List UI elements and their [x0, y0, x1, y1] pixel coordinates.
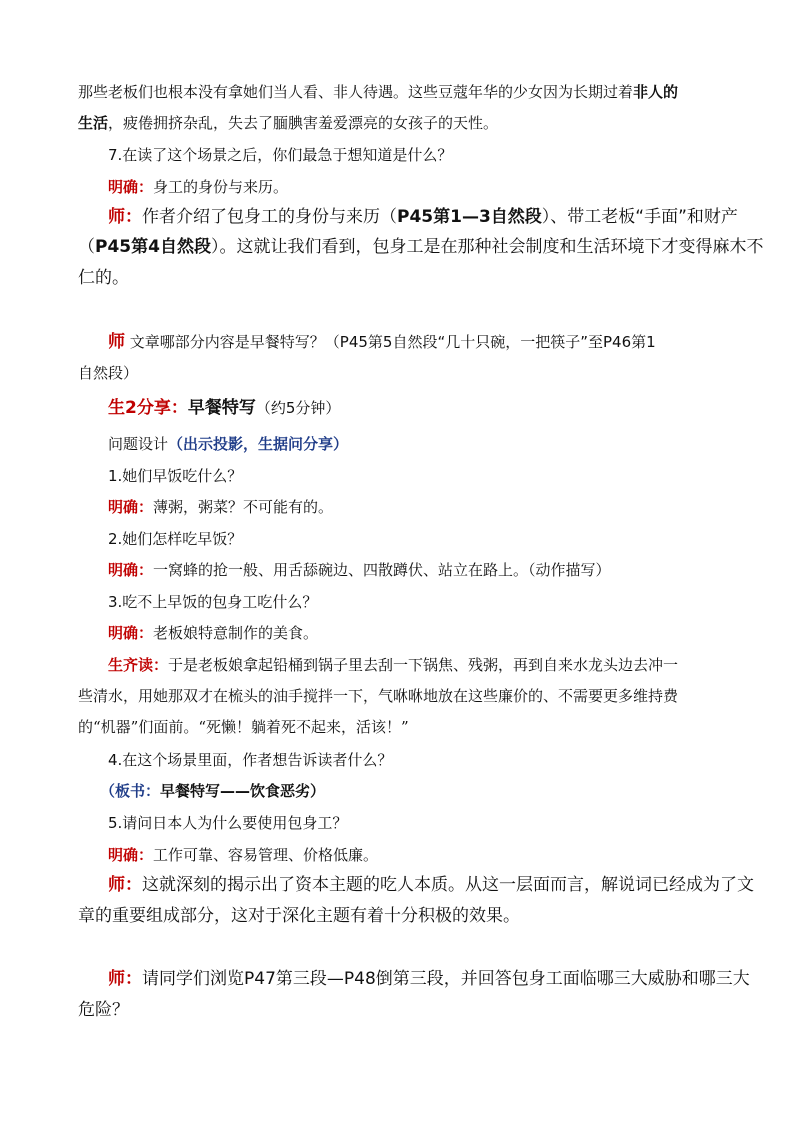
text: 2.她们怎样吃早饭？ [108, 530, 243, 548]
text: 5.请问日本人为什么要使用包身工？ [108, 814, 348, 832]
text: 一窝蜂的抢一般、用舌舔碗边、四散蹲伏、站立在路上。（动作描写） [153, 561, 611, 579]
text: 作者介绍了包身工的身份与来历（ [142, 207, 397, 227]
text: 危险？ [78, 1000, 129, 1020]
teacher-question [78, 363, 728, 383]
text: 这就深刻的揭示出了资本主题的吃人本质。从这一层面而言，解说词已经成为了文 [142, 875, 754, 895]
paragraph-line [78, 113, 728, 133]
teacher-label: 师 [108, 332, 125, 352]
text: 1.她们早饭吃什么？ [108, 467, 243, 485]
text: 章的重要组成部分，这对于深化主题有着十分积极的效果。 [78, 906, 520, 926]
text: 老板娘特意制作的美食。 [153, 624, 319, 642]
text: 工作可靠、容易管理、价格低廉。 [153, 846, 379, 864]
text: （约5分钟） [255, 399, 341, 417]
question-design [108, 434, 758, 454]
answer-label: 明确： [108, 624, 154, 642]
teacher-question [108, 332, 758, 352]
question-3 [108, 592, 758, 612]
text: 早餐特写——饮食恶劣） [160, 782, 326, 800]
teacher-paragraph [108, 875, 758, 895]
text: 问题设计 [108, 435, 169, 453]
text: 薄粥，粥菜？不可能有的。 [153, 498, 334, 516]
answer-2 [108, 560, 758, 580]
student-share-heading [108, 398, 758, 418]
text: 仁的。 [78, 268, 129, 288]
teacher-paragraph [78, 268, 728, 288]
teacher-label: 师： [108, 969, 142, 989]
group-reading [78, 717, 728, 737]
answer-label: 明确： [108, 498, 154, 516]
text: ）。这就让我们看到，包身工是在那种社会制度和生活环境下才变得麻木不 [210, 237, 764, 257]
text: 的“机器”们面前。“死懒！躺着死不起来，活该！” [78, 718, 409, 736]
note-label: （板书： [100, 782, 161, 800]
answer-label: 明确： [108, 178, 154, 196]
teacher-label: 师： [108, 875, 142, 895]
paragraph-line [78, 82, 728, 102]
section-title: 早餐特写 [187, 398, 256, 418]
question-4 [108, 750, 758, 770]
answer-7 [108, 177, 758, 197]
text: P45第1—3自然段 [397, 207, 542, 227]
student-label: 生齐读： [108, 656, 169, 674]
emphasis-text: 非人的 [633, 83, 679, 101]
teacher-paragraph [78, 906, 728, 926]
text: 身工的身份与来历。 [153, 178, 289, 196]
text: 那些老板们也根本没有拿她们当人看、非人待遇。这些豆蔻年华的少女因为长期过着 [78, 83, 634, 101]
group-reading [108, 655, 758, 675]
teacher-paragraph [108, 207, 758, 227]
answer-label: 明确： [108, 561, 154, 579]
note: （出示投影，生据问分享） [168, 435, 349, 453]
text: 请同学们浏览P47第三段—P48倒第三段，并回答包身工面临哪三大威胁和哪三大 [142, 969, 750, 989]
answer-label: 明确： [108, 846, 154, 864]
question-7 [108, 145, 758, 165]
answer-5 [108, 845, 758, 865]
text: 自然段） [78, 364, 139, 382]
student-label: 生2分享： [108, 398, 188, 418]
teacher-paragraph [108, 969, 758, 989]
teacher-label: 师： [108, 207, 142, 227]
group-reading [78, 686, 728, 706]
text: 于是老板娘拿起铅桶到锅子里去刮一下锅焦、残粥，再到自来水龙头边去冲一 [168, 656, 679, 674]
answer-1 [108, 497, 758, 517]
text: 4.在这个场景里面，作者想告诉读者什么？ [108, 751, 393, 769]
question-2 [108, 529, 758, 549]
text: 3.吃不上早饭的包身工吃什么？ [108, 593, 318, 611]
text: 文章哪部分内容是早餐特写？（P45第5自然段“几十只碗，一把筷子”至P46第1 [125, 333, 656, 351]
text: （ [78, 237, 95, 257]
answer-3 [108, 623, 758, 643]
question-5 [108, 813, 758, 833]
text: P45第4自然段 [95, 237, 211, 257]
question-1 [108, 466, 758, 486]
text: ，疲倦拥挤杂乱，失去了腼腆害羞爱漂亮的女孩子的天性。 [108, 114, 499, 132]
teacher-paragraph [78, 1000, 728, 1020]
text: 7.在读了这个场景之后，你们最急于想知道是什么？ [108, 146, 453, 164]
text: ）、带工老板“手面”和财产 [541, 207, 738, 227]
teacher-paragraph [78, 237, 764, 257]
text: 些清水，用她那双才在梳头的油手搅拌一下，气咻咻地放在这些廉价的、不需要更多维持费 [78, 687, 679, 705]
blackboard-note [100, 781, 750, 801]
emphasis-text: 生活 [78, 114, 109, 132]
